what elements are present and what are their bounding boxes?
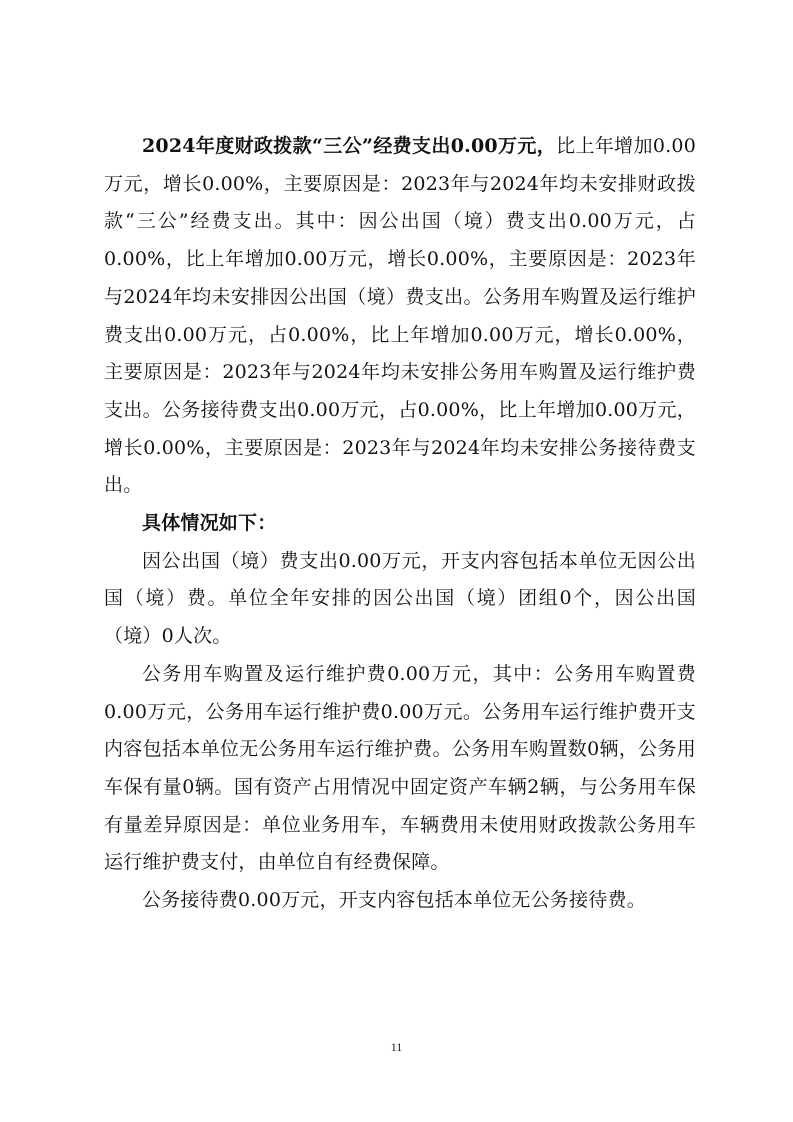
section-heading: 具体情况如下： xyxy=(142,512,277,535)
document-body xyxy=(104,128,696,920)
overseas-paragraph: 因公出国（境）费支出0.00万元，开支内容包括本单位无因公出国（境）费。单位全年安排的因公出国（境）团组0个，因公出国（境）0人次。 xyxy=(104,549,696,648)
summary-paragraph xyxy=(104,128,696,505)
summary-text: 比上年增加0.00万元，增长0.00%，主要原因是：2023年与2024年均未安排财政拨款“三公”经费支出。其中：因公出国（境）费支出0.00万元，占0.00%，比上年增加0.00万元，增长0.00%，主要原因是：2023年与2024年均未安排因公出国（境）费支出。公务用车购置及运行维护费支出0.00万元，占0.00%，比上年增加0.00万元，增长0.00%，主要原因是：2023年与2024年均未安排公务用车购置及运行维护费支出。公务接待费支出0.00万元，占0.00%，比上年增加0.00万元，增长0.00%，主要原因是：2023年与2024年均未安排公务接待费支出。 xyxy=(104,135,697,497)
page-number: 11 xyxy=(390,1040,403,1054)
vehicle-paragraph: 公务用车购置及运行维护费0.00万元，其中：公务用车购置费0.00万元，公务用车运行维护费0.00万元。公务用车运行维护费开支内容包括本单位无公务用车运行维护费。公务用车购置数0辆，公务用车保有量0辆。国有资产占用情况中固定资产车辆2辆，与公务用车保有量差异原因是：单位业务用车，车辆费用未使用财政拨款公务用车运行维护费支付，由单位自有经费保障。 xyxy=(104,662,696,874)
reception-paragraph: 公务接待费0.00万元，开支内容包括本单位无公务接待费。 xyxy=(142,889,646,912)
summary-lead: 2024年度财政拨款“三公”经费支出0.00万元， xyxy=(142,135,557,157)
